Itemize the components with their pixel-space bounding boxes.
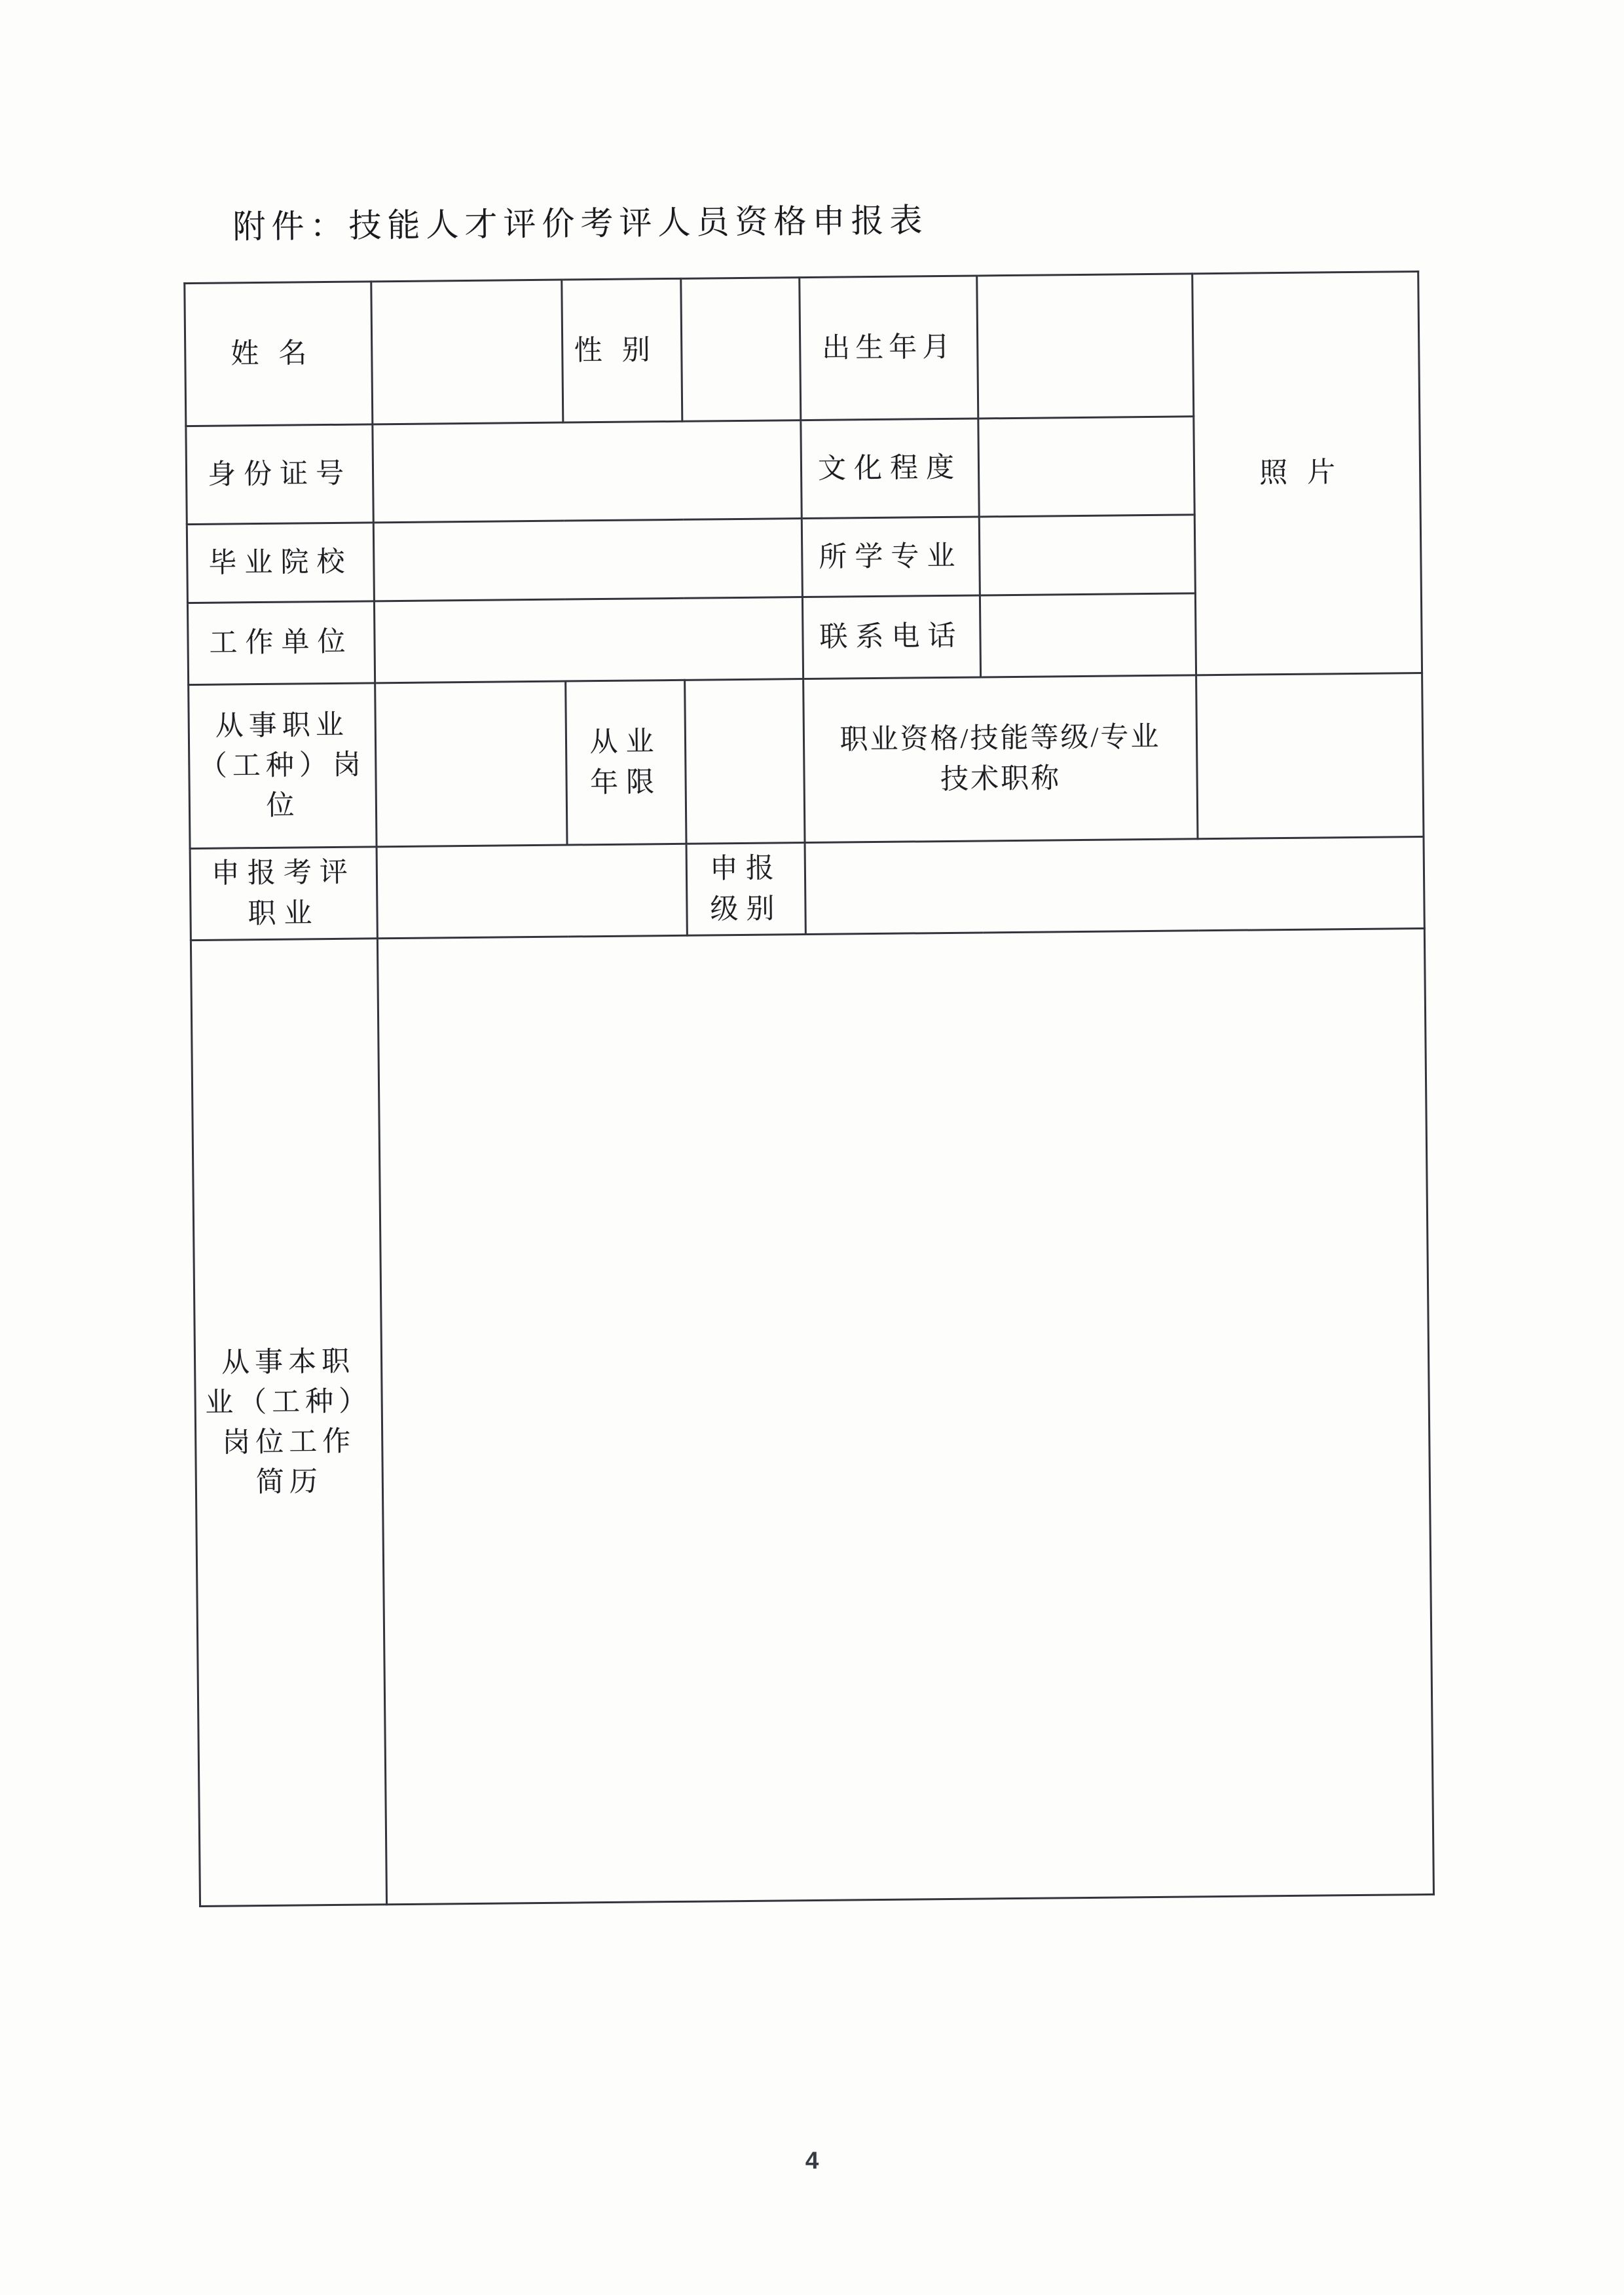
row-work-resume: [191, 928, 1433, 1906]
birth-date-label: 出生年月: [800, 276, 978, 420]
id-number-label: 身份证号: [186, 424, 373, 525]
row-name-gender-birth: [185, 272, 1420, 426]
resume-content-cell: [377, 928, 1433, 1904]
gender-value-cell: [681, 278, 801, 422]
years-of-experience-value-cell: [685, 679, 805, 844]
declare-occupation-label: 申报考评 职业: [190, 847, 377, 941]
major-value-cell: [979, 515, 1195, 595]
work-unit-label: 工作单位: [187, 601, 375, 685]
occupation-post-value-cell: [375, 681, 567, 847]
education-label: 文化程度: [801, 419, 979, 519]
id-number-value-cell: [373, 420, 802, 523]
row-declare-occupation-level: [190, 836, 1424, 940]
major-label: 所学专业: [802, 517, 980, 597]
photo-cell: 照片: [1192, 272, 1422, 675]
attachment-title: 附件：技能人才评价考评人员资格申报表: [232, 202, 929, 246]
declare-level-label: 申报 级别: [686, 843, 805, 936]
resume-label: 从事本职 业（工种） 岗位工作 简历: [191, 939, 386, 1907]
phone-label: 联系电话: [802, 595, 980, 679]
education-value-cell: [978, 417, 1194, 517]
work-unit-value-cell: [374, 597, 803, 683]
declare-occupation-value-cell: [377, 844, 687, 939]
occupation-post-label: 从事职业 （工种）岗 位: [189, 683, 377, 849]
declare-level-value-cell: [805, 836, 1424, 934]
row-occupation-years-qualification: [189, 673, 1424, 848]
birth-date-value-cell: [977, 274, 1194, 419]
school-label: 毕业院校: [187, 523, 374, 603]
years-of-experience-label: 从业 年限: [566, 680, 686, 845]
page-number: 4: [805, 2147, 819, 2174]
name-value-cell: [371, 280, 563, 424]
qualification-label: 职业资格/技能等级/专业 技术职称: [803, 675, 1198, 843]
school-value-cell: [373, 519, 802, 601]
application-form-table: [183, 271, 1435, 1907]
qualification-value-cell: [1196, 673, 1424, 838]
phone-value-cell: [980, 593, 1196, 677]
name-label: 姓名: [185, 282, 373, 426]
gender-label: 性别: [562, 278, 682, 422]
